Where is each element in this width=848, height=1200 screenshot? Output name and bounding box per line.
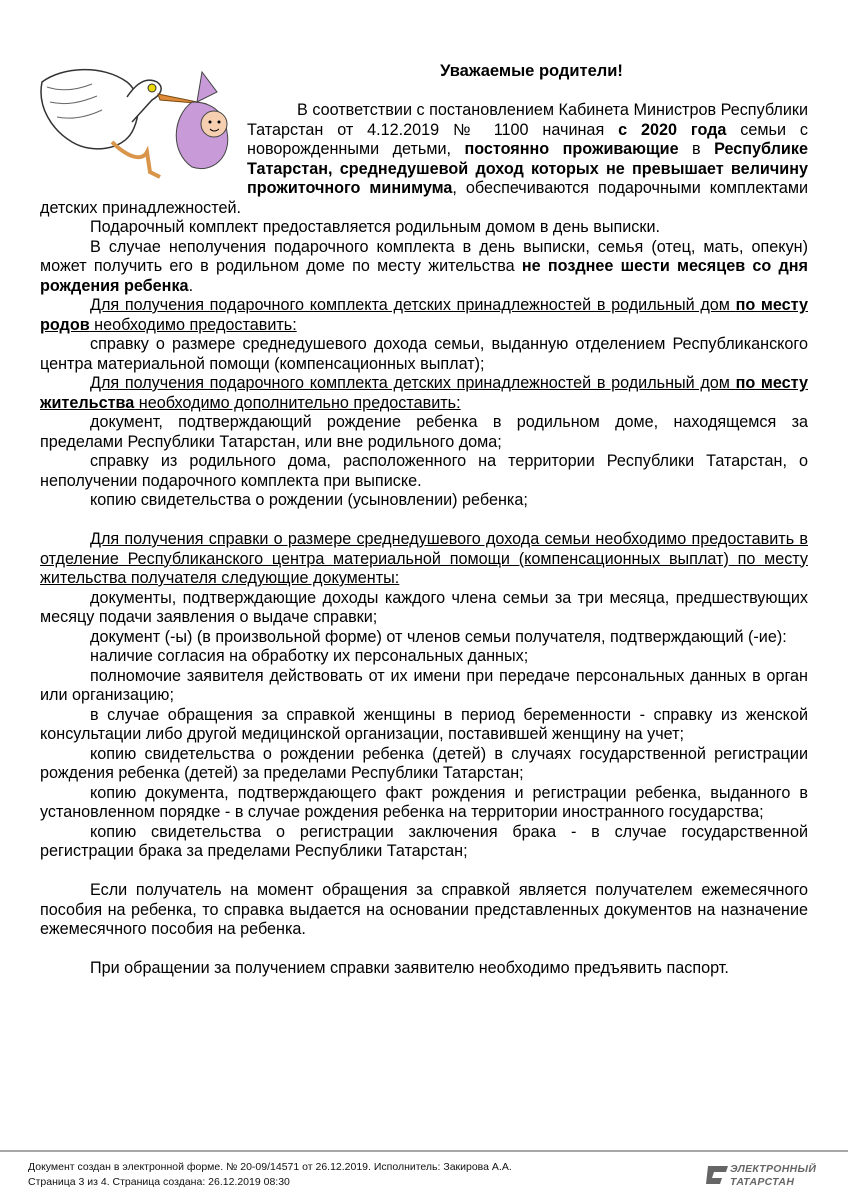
bold-text: постоянно проживающие <box>464 140 679 158</box>
underlined-text: необходимо предоставить: <box>89 315 297 334</box>
bold-text: Республике Татарстан, среднедушевой доход которых не превышает величину прожиточного минимума <box>247 140 808 197</box>
paragraph <box>40 881 808 940</box>
footer-page-info: Страница 3 из 4. Страница создана: 26.12.2019 08:30 <box>28 1176 290 1188</box>
text-run: копию свидетельства о регистрации заключения брака - в случае государственной регистрации брака за пределами Республики Татарстан; <box>40 822 808 860</box>
text-run: справку из родильного дома, расположенного на территории Республики Татарстан, о неполучении подарочного комплекта при выписке. <box>40 452 808 490</box>
document-page <box>40 62 808 979</box>
paragraph <box>40 706 808 745</box>
paragraph <box>40 218 808 238</box>
bold-text: с 2020 года <box>618 120 727 139</box>
text-run: документ, подтверждающий рождение ребенка в родильном доме, находящемся за пределами Республики Татарстан, или вне родильного дома; <box>40 413 808 451</box>
logo-text-line1: ЭЛЕКТРОННЫЙ <box>730 1163 817 1175</box>
text-run: . <box>188 276 194 295</box>
paragraph <box>40 530 808 589</box>
paragraph <box>40 589 808 628</box>
electronic-tatarstan-logo <box>704 1163 819 1189</box>
document-body <box>40 101 808 979</box>
text-run: При обращении за получением справки заявителю необходимо предъявить паспорт. <box>90 959 729 977</box>
bold-text: по месту родов <box>40 296 808 334</box>
text-run: справку о размере среднедушевого дохода семьи, выданную отделением Республиканского центра материальной помощи (компенсационных выплат); <box>40 335 808 373</box>
logo-mark-icon <box>704 1164 728 1188</box>
paragraph <box>40 823 808 862</box>
paragraph <box>40 959 808 979</box>
text-run: в случае обращения за справкой женщины в период беременности - справку из женской консультации либо другой медицинской организации, поставившей женщину на учет; <box>40 705 808 743</box>
page-title: Уважаемые родители! <box>440 62 623 80</box>
underlined-text: необходимо дополнительно предоставить: <box>134 393 461 412</box>
paragraph <box>40 667 808 706</box>
paragraph <box>40 335 808 374</box>
paragraph <box>40 452 808 491</box>
footer <box>28 1160 512 1190</box>
footer-divider <box>0 1150 848 1152</box>
bold-text: по месту жительства <box>40 374 808 412</box>
paragraph <box>40 491 808 511</box>
text-run: семьи с новорожденными детьми, <box>247 120 808 158</box>
text-run: В случае неполучения подарочного комплекта в день выписки, семья (отец, мать, опекун) может получить его в родильном доме по месту жительства <box>40 237 808 275</box>
paragraph <box>40 413 808 452</box>
paragraph <box>40 238 808 297</box>
text-run: наличие согласия на обработку их персональных данных; <box>90 647 529 665</box>
underlined-text: Для получения подарочного комплекта детских принадлежностей в родильный дом <box>90 374 736 392</box>
text-run: , обеспечиваются подарочными комплектами детских принадлежностей. <box>40 179 808 217</box>
logo-text-line2: ТАТАРСТАН <box>730 1175 795 1188</box>
bold-text: не позднее шести месяцев со дня рождения ребенка <box>40 257 808 295</box>
text-run: копию документа, подтверждающего факт рождения и регистрации ребенка, выданного в установленном порядке - в случае рождения ребенка на территории иностранного государства; <box>40 783 808 821</box>
paragraph <box>40 745 808 784</box>
underlined-text: Для получения справки о размере среднедушевого дохода семьи необходимо предоставить в отделение Республиканского центра материальной помощи (компенсационных выплат) по месту жительства получателя следующие документы: <box>40 530 808 587</box>
paragraph <box>40 647 808 667</box>
text-run: копию свидетельства о рождении (усыновлении) ребенка; <box>90 491 528 509</box>
text-run: в <box>678 140 715 158</box>
text-run: Если получатель на момент обращения за справкой является получателем ежемесячного пособия на ребенка, то справка выдается на основании представленных документов на назначение ежемесячного пособия на ребенка. <box>40 881 808 938</box>
text-run: копию свидетельства о рождении ребенка (детей) в случаях государственной регистрации рождения ребенка (детей) за пределами Республики Татарстан; <box>40 744 808 782</box>
text-run: полномочие заявителя действовать от их имени при передаче персональных данных в орган или организацию; <box>40 666 808 704</box>
stork-with-baby-illustration <box>32 62 247 180</box>
paragraph <box>40 374 808 413</box>
text-run: документ (-ы) (в произвольной форме) от членов семьи получателя, подтверждающий (-ие): <box>90 627 787 646</box>
text-run: Подарочный комплект предоставляется родильным домом в день выписки. <box>90 218 660 236</box>
footer-document-info: Документ создан в электронной форме. № 20-09/14571 от 26.12.2019. Исполнитель: Закирова А.А. <box>28 1161 512 1173</box>
underlined-text: Для получения подарочного комплекта детских принадлежностей в родильный дом <box>90 296 736 314</box>
text-run: документы, подтверждающие доходы каждого члена семьи за три месяца, предшествующих месяцу подачи заявления о выдаче справки; <box>40 588 808 626</box>
paragraph <box>40 784 808 823</box>
text-run: В соответствии с постановлением Кабинета Министров Республики Татарстан от 4.12.2019 № 1100 начиная <box>247 101 808 139</box>
paragraph <box>40 296 808 335</box>
paragraph <box>40 628 808 648</box>
